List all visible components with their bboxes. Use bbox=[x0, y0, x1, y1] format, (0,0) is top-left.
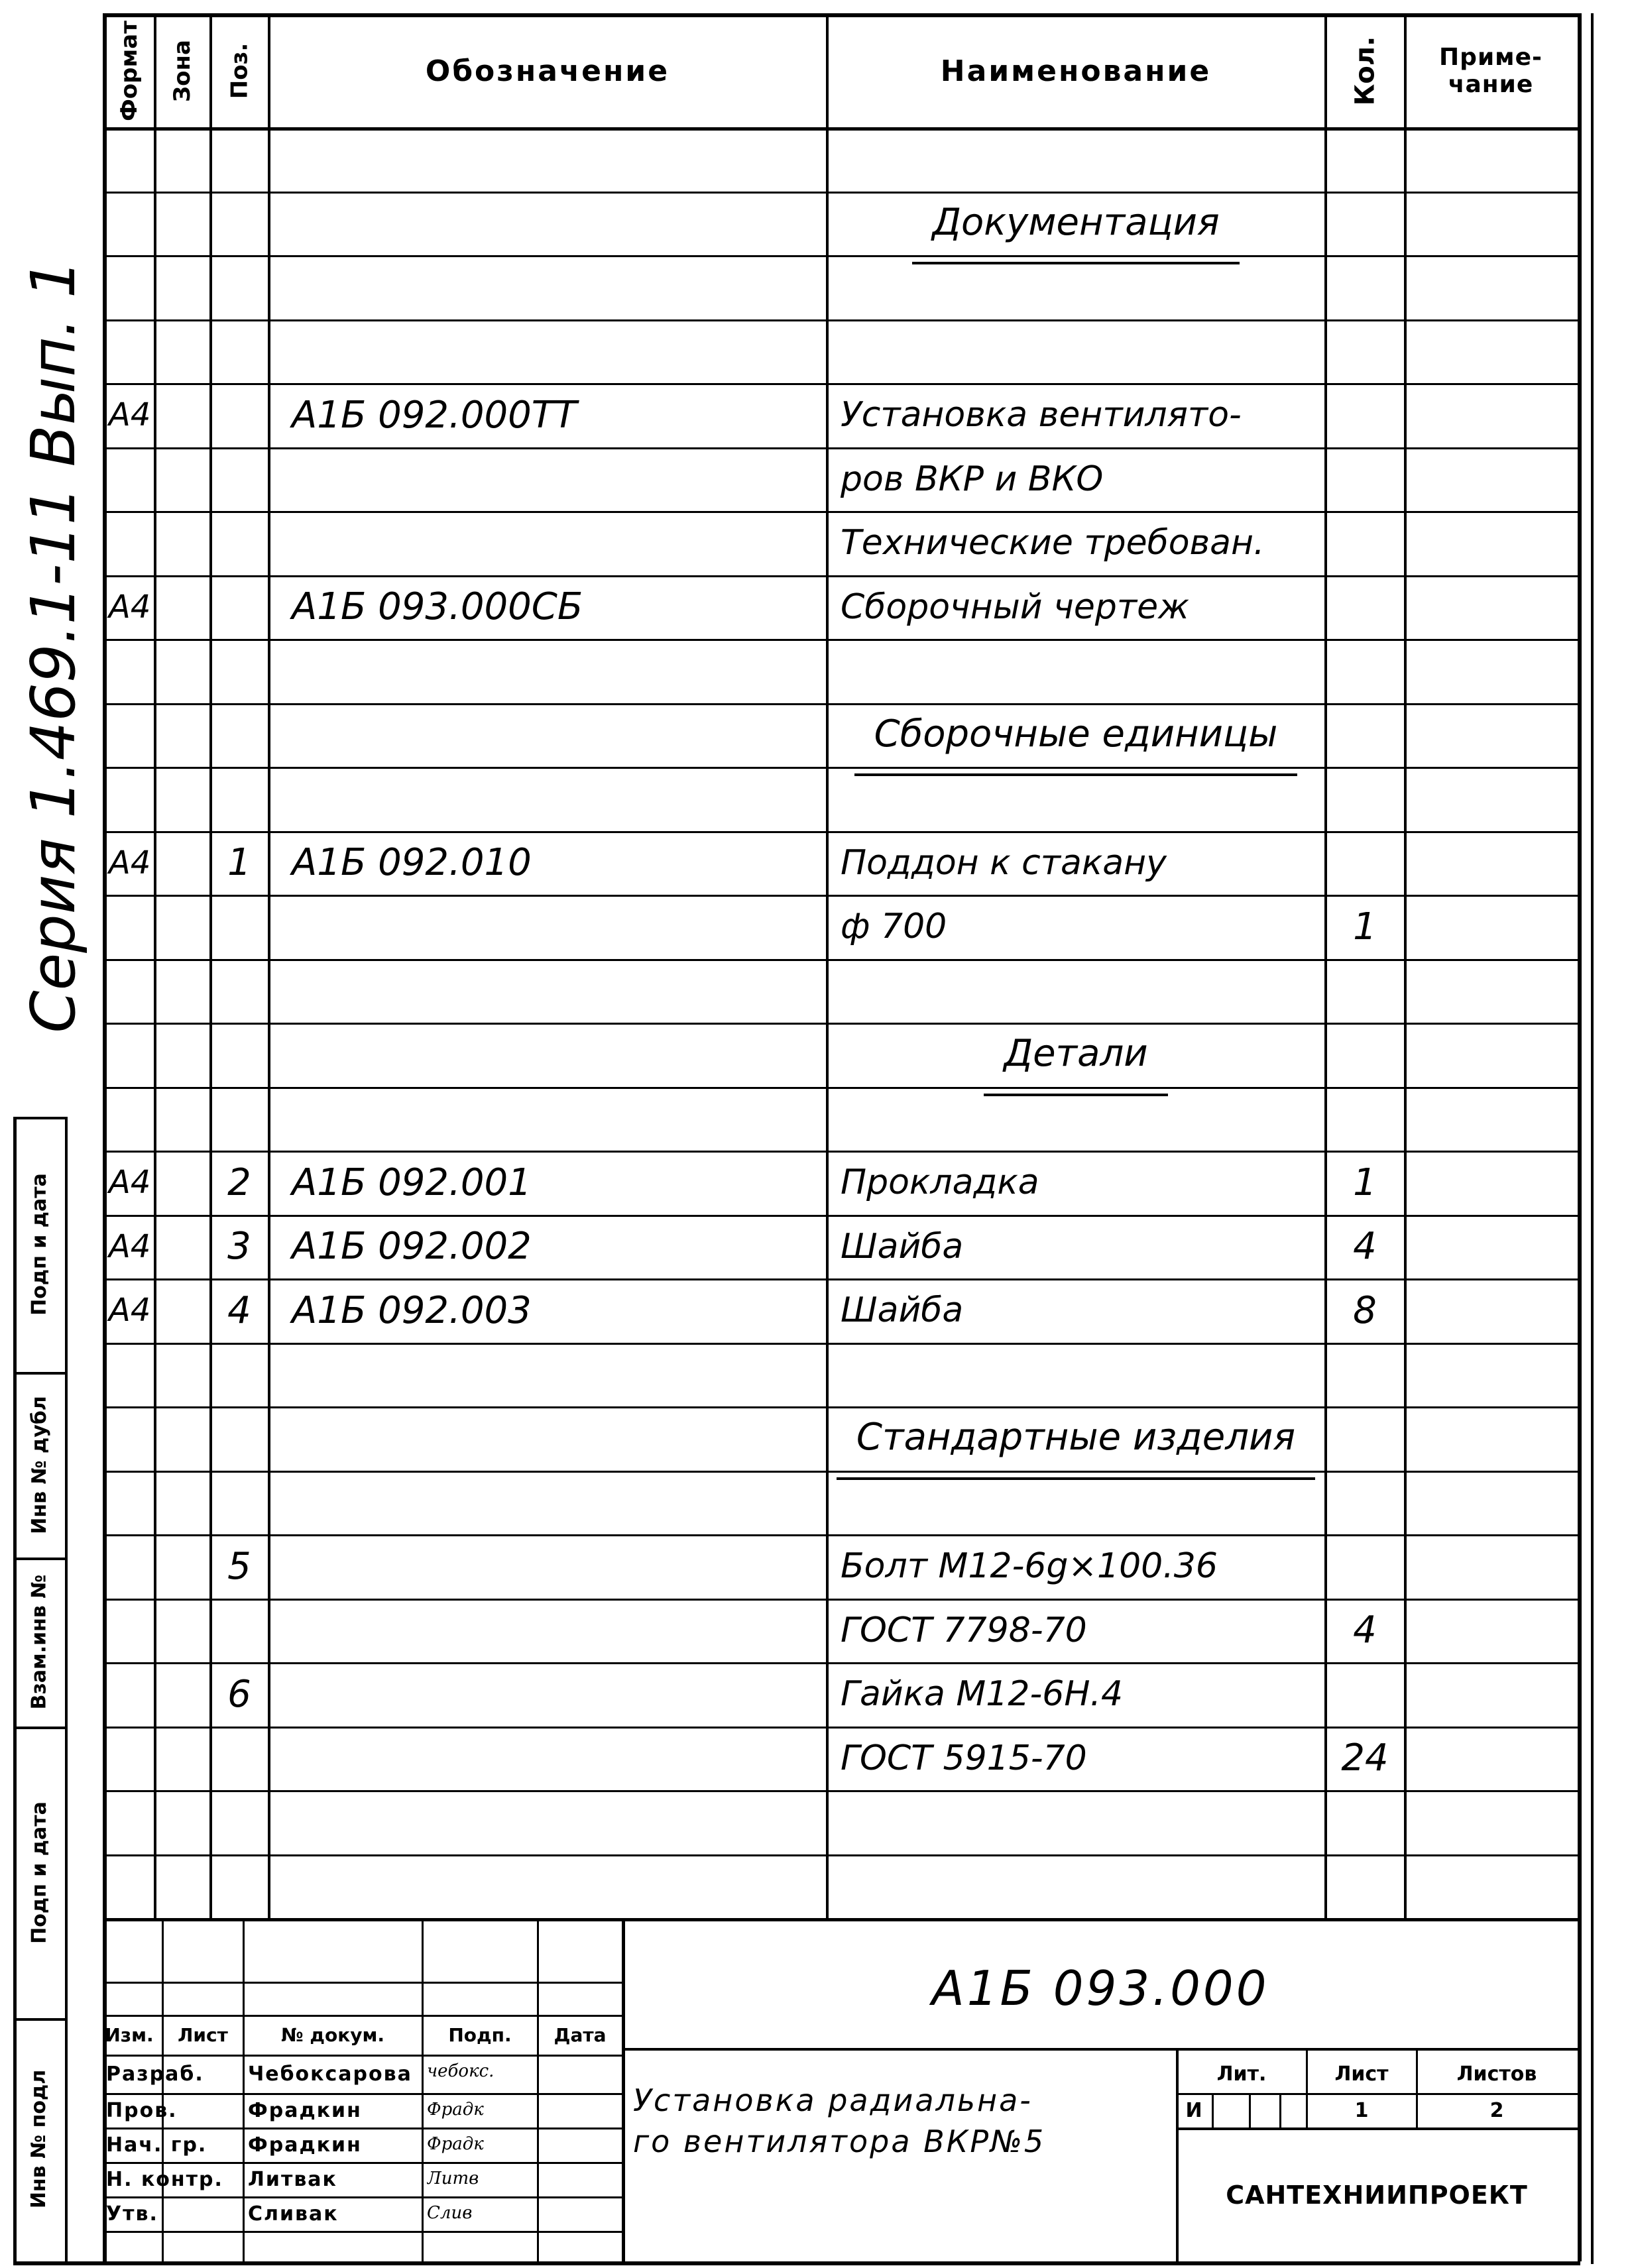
row-name: Установка вентилято- bbox=[841, 395, 1242, 435]
row-designation: А1Б 092.002 bbox=[292, 1225, 532, 1269]
tb-col-date: Дата bbox=[554, 2023, 607, 2046]
row-designation: А1Б 092.001 bbox=[292, 1161, 532, 1204]
tb-person-name: Литвак bbox=[248, 2167, 337, 2191]
series-note bbox=[17, 259, 89, 1033]
tb-signature: чебокс. bbox=[427, 2061, 495, 2081]
section-heading: Детали bbox=[827, 1032, 1324, 1096]
row-pos: 3 bbox=[227, 1225, 251, 1269]
tb-list-value: 1 bbox=[1354, 2098, 1369, 2122]
row-qty: 4 bbox=[1353, 1609, 1377, 1652]
section-heading: Стандартные изделия bbox=[827, 1416, 1324, 1480]
header-note: Приме- чание bbox=[1439, 43, 1543, 98]
tb-list-label: Лист bbox=[1334, 2062, 1389, 2086]
header-name: Наименование bbox=[940, 54, 1212, 88]
tb-organization: САНТЕХНИИПРОЕКТ bbox=[1226, 2181, 1528, 2210]
row-format: А4 bbox=[109, 844, 151, 881]
row-designation: А1Б 092.003 bbox=[292, 1288, 532, 1332]
title-doc-number: А1Б 093.000 bbox=[931, 1960, 1269, 2016]
tb-role: Н. контр. bbox=[106, 2167, 223, 2191]
row-qty: 1 bbox=[1353, 905, 1377, 948]
tb-role: Утв. bbox=[106, 2202, 158, 2226]
row-name: ГОСТ 5915-70 bbox=[841, 1738, 1087, 1778]
tb-col-list: Лист bbox=[178, 2023, 228, 2046]
section-heading: Документация bbox=[827, 201, 1324, 265]
header-pos: Поз. bbox=[226, 42, 253, 99]
tb-person-name: Фрадкин bbox=[248, 2133, 362, 2157]
row-name: Шайба bbox=[841, 1226, 964, 1267]
row-qty: 8 bbox=[1353, 1288, 1377, 1332]
row-pos: 2 bbox=[227, 1161, 251, 1204]
row-qty: 24 bbox=[1341, 1736, 1389, 1780]
row-pos: 5 bbox=[227, 1544, 251, 1588]
tb-signature: Литв bbox=[427, 2169, 479, 2188]
tb-person-name: Фрадкин bbox=[248, 2098, 362, 2122]
row-format: А4 bbox=[109, 1164, 151, 1202]
tb-col-doc: № докум. bbox=[280, 2023, 385, 2046]
tb-person-name: Чебоксарова bbox=[248, 2062, 412, 2086]
row-name: Шайба bbox=[841, 1290, 964, 1331]
row-name: ГОСТ 7798-70 bbox=[841, 1610, 1087, 1650]
title-doc-name: Установка радиальна- го вентилятора ВКР№5 bbox=[633, 2082, 1046, 2159]
tb-signature: Слив bbox=[427, 2203, 473, 2223]
header-zone: Зона bbox=[169, 40, 196, 102]
header-qty: Кол. bbox=[1349, 36, 1380, 106]
tb-signature: Фрадк bbox=[427, 2100, 484, 2120]
side-stamp-podp-data: Подп и дата bbox=[27, 1801, 51, 1944]
row-name: Прокладка bbox=[841, 1162, 1039, 1203]
row-name: Сборочный чертеж bbox=[841, 587, 1189, 627]
row-format: А4 bbox=[109, 396, 151, 434]
row-format: А4 bbox=[109, 588, 151, 626]
row-name: ф 700 bbox=[841, 907, 947, 947]
row-name: Болт М12-6g×100.36 bbox=[841, 1546, 1218, 1587]
row-designation: А1Б 092.000ТТ bbox=[292, 393, 577, 437]
row-designation: А1Б 092.010 bbox=[292, 841, 532, 885]
side-stamp-podp-data-2: Подп и дата bbox=[27, 1173, 51, 1316]
row-pos: 4 bbox=[227, 1288, 251, 1332]
side-stamp-inv-dubl: Инв № дубл bbox=[27, 1395, 51, 1534]
tb-signature: Фрадк bbox=[427, 2134, 484, 2154]
row-name: ров ВКР и ВКО bbox=[841, 459, 1104, 499]
row-pos: 6 bbox=[227, 1672, 251, 1716]
series-note-text: Серия 1.469.1-11 Вып. 1 bbox=[17, 259, 89, 1033]
tb-role: Пров. bbox=[106, 2098, 178, 2122]
tb-listov-value: 2 bbox=[1489, 2098, 1504, 2122]
row-pos: 1 bbox=[227, 841, 251, 885]
row-name: Гайка М12-6Н.4 bbox=[841, 1674, 1124, 1715]
row-qty: 1 bbox=[1353, 1161, 1377, 1204]
row-format: А4 bbox=[109, 1292, 151, 1330]
header-designation: Обозначение bbox=[425, 54, 670, 88]
row-designation: А1Б 093.000СБ bbox=[292, 585, 583, 629]
header-format: Формат bbox=[116, 21, 143, 121]
section-heading: Сборочные единицы bbox=[827, 712, 1324, 777]
tb-col-sign: Подп. bbox=[448, 2023, 512, 2046]
tb-lit-label: Лит. bbox=[1216, 2062, 1267, 2086]
tb-lit-value: И bbox=[1185, 2098, 1202, 2122]
tb-col-izm: Изм. bbox=[105, 2023, 154, 2046]
row-name: Технические требован. bbox=[841, 523, 1265, 563]
tb-role: Разраб. bbox=[106, 2062, 204, 2086]
row-name: Поддон к стакану bbox=[841, 842, 1167, 883]
tb-person-name: Сливак bbox=[248, 2202, 339, 2226]
row-qty: 4 bbox=[1353, 1225, 1377, 1269]
row-format: А4 bbox=[109, 1227, 151, 1265]
tb-listov-label: Листов bbox=[1456, 2062, 1537, 2086]
side-stamp-vzam-inv: Взам.инв № bbox=[27, 1574, 51, 1710]
tb-role: Нач. гр. bbox=[106, 2133, 207, 2157]
side-stamp-inv-podl: Инв № подл bbox=[27, 2069, 51, 2209]
